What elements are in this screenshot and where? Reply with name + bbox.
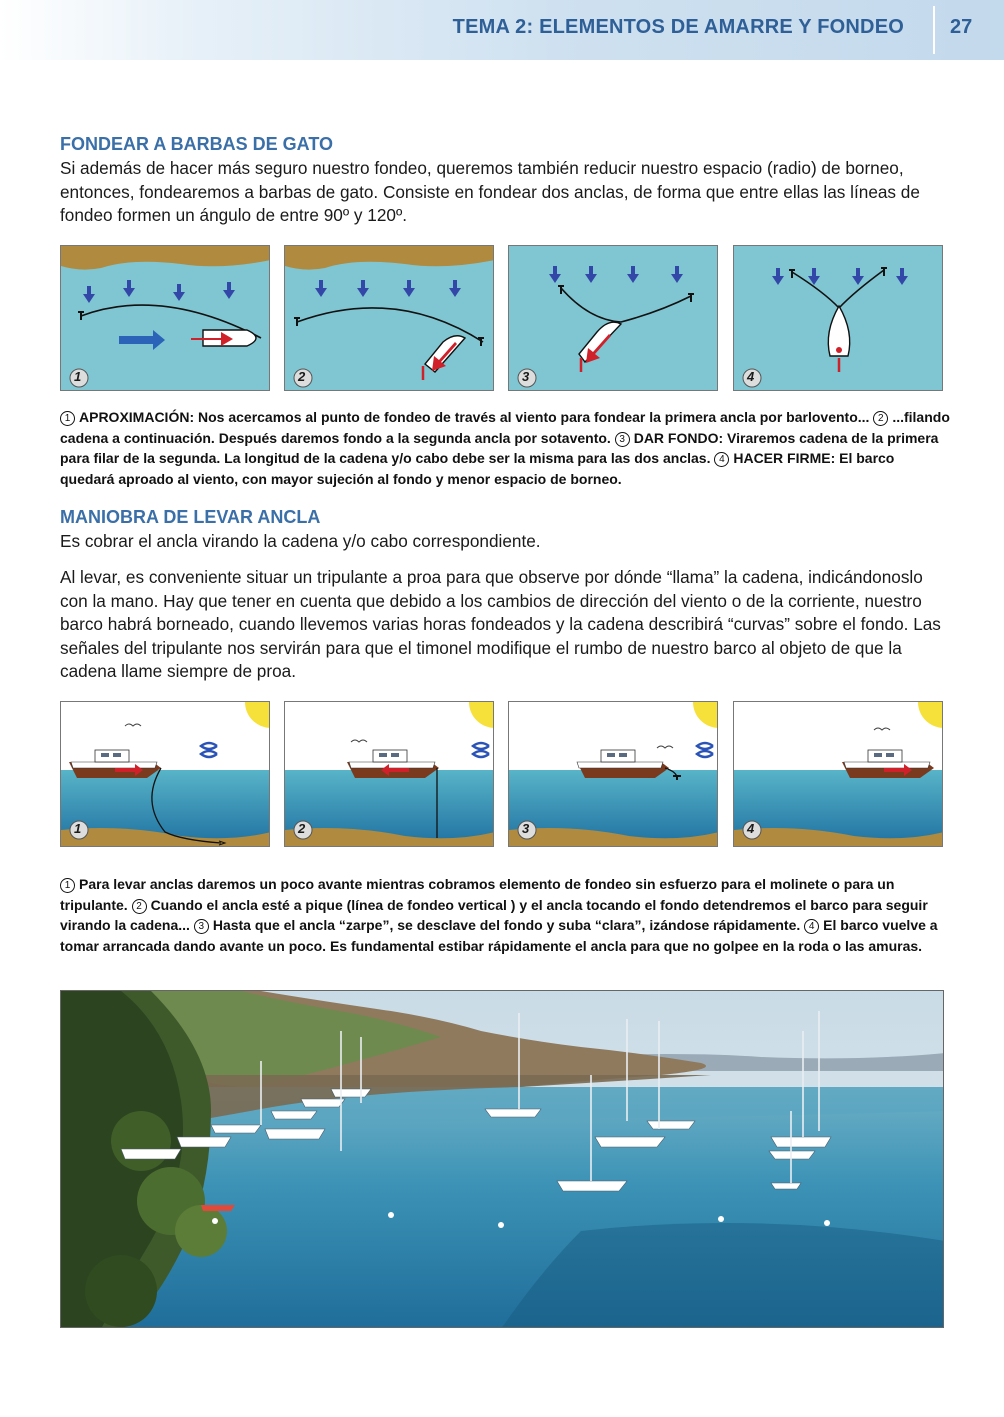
section-heading-barbas-de-gato: FONDEAR A BARBAS DE GATO: [60, 134, 334, 154]
panel-number: 4: [747, 821, 755, 836]
chapter-title: TEMA 2: ELEMENTOS DE AMARRE Y FONDEO: [452, 16, 904, 38]
step-number-badge: 2: [873, 411, 888, 426]
step-number-badge: 3: [194, 919, 209, 934]
panel-number: 2: [298, 821, 306, 836]
panel-number: 1: [74, 369, 82, 384]
caption-step-3: DAR FONDO: Viraremos cadena de la primera para filar de la segunda. La longitud de la cadena y/o cabo debe ser la misma para las dos anclas.: [60, 429, 939, 466]
page-number: 27: [950, 16, 973, 38]
section-heading-levar-ancla: MANIOBRA DE LEVAR ANCLA: [60, 507, 321, 527]
caption-step-2: Cuando el ancla esté a pique (línea de fondeo vertical ) y el ancla tocando el fondo detendremos el barco para seguir virando la cadena...: [60, 896, 928, 933]
section-paragraph-levar-ancla-body: Al levar, es conveniente situar un tripulante a proa para que observe por dónde “llama” la cadena, indicándonoslo con la mano. Hay que tener en cuenta que debido a los cambios de dirección del viento o de la corriente, nuestro barco habrá borneado, cuando llevemos varias horas fondeados y la cadena describirá “curvas” sobre el fondo. Las señales del tripulante nos servirán para que el timonel modifique el rumbo de nuestro barco al objeto de que la cadena llame siempre de proa.: [60, 567, 941, 681]
step-number-badge: 1: [60, 878, 75, 893]
diagram-panel-arrancada: [733, 701, 943, 847]
step-number-badge: 3: [615, 432, 630, 447]
diagram-panel-filar-cadena: [284, 245, 494, 391]
section-paragraph-barbas-de-gato: Si además de hacer más seguro nuestro fondeo, queremos también reducir nuestro espacio (radio) de borneo, entonces, fondearemos a barbas de gato. Consiste en fondear dos anclas, de forma que entre ellas las líneas de fondeo formen un ángulo de entre 90º y 120º.: [60, 158, 920, 225]
panel-number: 1: [74, 821, 82, 836]
panel-number: 3: [522, 369, 530, 384]
diagram-panel-dar-fondo: [508, 245, 718, 391]
caption-step-3: Hasta que el ancla “zarpe”, se desclave del fondo y suba “clara”, izándose rápidamente.: [212, 917, 801, 933]
anchorage-cove-photo: [60, 990, 944, 1328]
diagram-panel-approach: [60, 245, 270, 391]
diagram-panel-hacer-firme: [733, 245, 943, 391]
diagram-panel-cobrar: [60, 701, 270, 847]
header-divider: [933, 6, 935, 54]
caption-step-2: ...filando cadena a continuación. Después daremos fondo a la segunda ancla por sotavento.: [60, 409, 950, 446]
section-paragraph-levar-ancla-intro: Es cobrar el ancla virando la cadena y/o cabo correspondiente.: [60, 531, 541, 551]
diagram-caption-barbas-de-gato: [60, 407, 950, 489]
panel-number: 3: [522, 821, 530, 836]
panel-number: 2: [298, 369, 306, 384]
panel-number: 4: [747, 369, 755, 384]
step-number-badge: 4: [804, 919, 819, 934]
diagram-panel-zarpe: [508, 701, 718, 847]
diagram-panel-a-pique: [284, 701, 494, 847]
caption-step-4: El barco vuelve a tomar arrancada dando avante un poco. Es fundamental estibar rápidamente el ancla para que no golpee en la roda o las amuras.: [60, 917, 938, 954]
diagram-caption-levar-ancla: [60, 874, 950, 956]
step-number-badge: 2: [132, 899, 147, 914]
step-number-badge: 4: [714, 452, 729, 467]
step-number-badge: 1: [60, 411, 75, 426]
caption-step-1: Para levar anclas daremos un poco avante mientras cobramos elemento de fondeo sin esfuerzo para el molinete o para un tripulante.: [60, 876, 895, 913]
page-header: [0, 0, 1004, 60]
caption-step-4: HACER FIRME: El barco quedará aproado al viento, con mayor sujeción al fondo y menor espacio de borneo.: [60, 450, 895, 487]
caption-step-1: APROXIMACIÓN: Nos acercamos al punto de fondeo de través al viento para fondear la primera ancla por barlovento...: [79, 409, 870, 425]
